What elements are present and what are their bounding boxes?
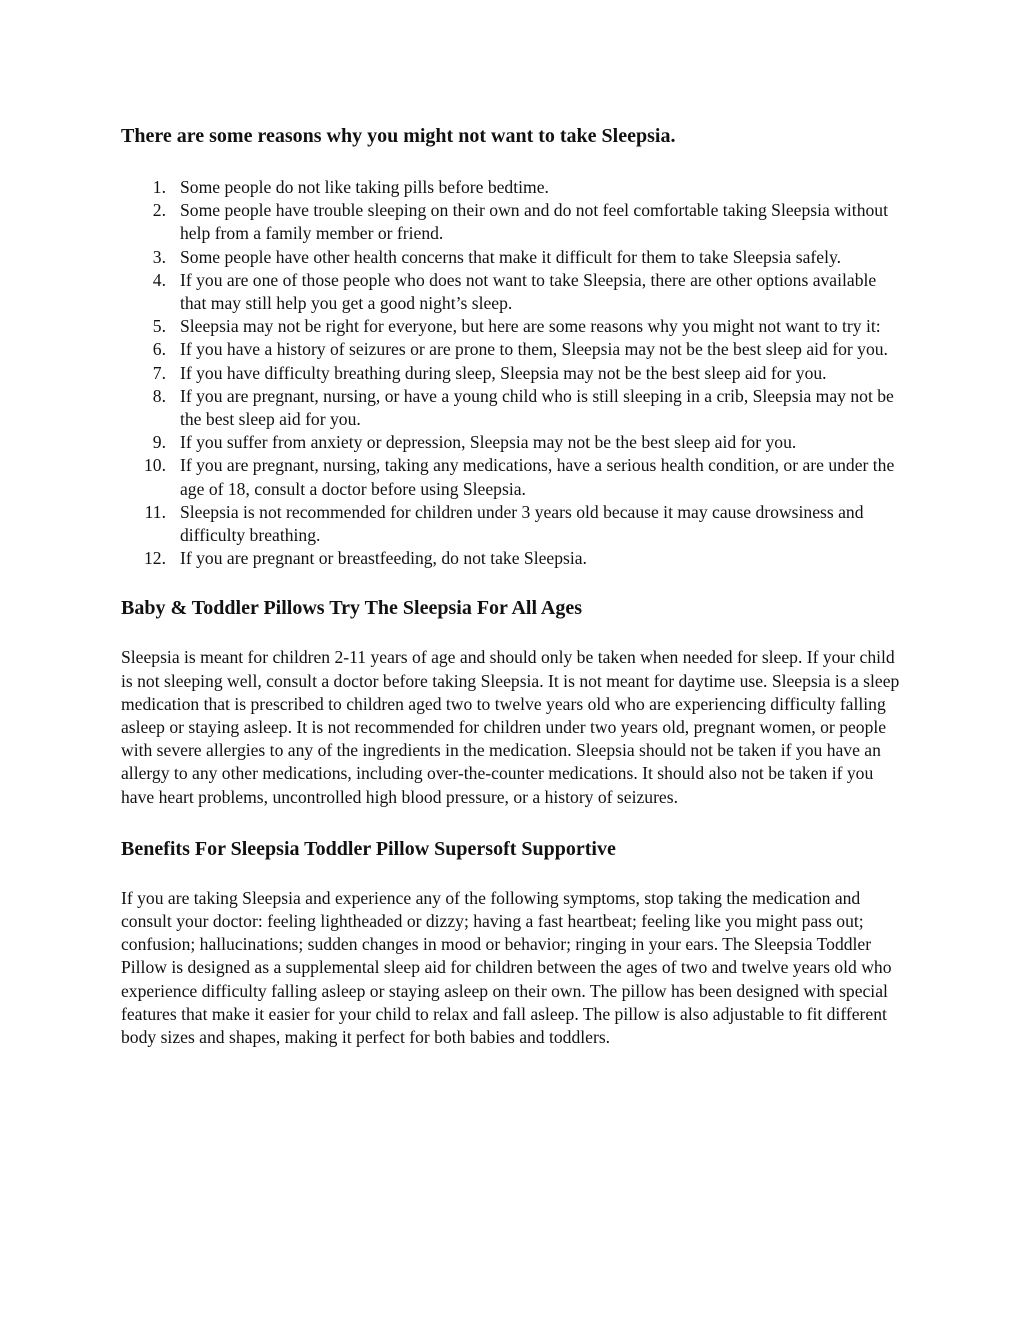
list-item-number: 3. <box>152 246 166 267</box>
list-item-number: 8. <box>152 385 166 406</box>
list-item-number: 7. <box>152 362 166 383</box>
list-item-text: Some people have other health concerns that make it difficult for them to take Sleepsia safely. <box>180 246 842 267</box>
list-item-text: Some people have trouble sleeping on their own and do not feel comfortable taking Sleepsia without help from a family member or friend. <box>180 200 888 244</box>
list-item-text: If you suffer from anxiety or depression, Sleepsia may not be the best sleep aid for you. <box>180 432 797 453</box>
section-heading-reasons: There are some reasons why you might not want to take Sleepsia. <box>121 125 676 147</box>
list-item-number: 1. <box>152 177 166 197</box>
list-item-text: If you are pregnant or breastfeeding, do not take Sleepsia. <box>180 548 587 569</box>
section-heading-benefits: Benefits For Sleepsia Toddler Pillow Supersoft Supportive <box>121 837 616 860</box>
list-item-number: 4. <box>152 269 166 290</box>
list-item <box>121 454 906 500</box>
list-item-number: 12. <box>144 548 166 569</box>
list-item <box>121 338 906 361</box>
list-item-text: If you are pregnant, nursing, or have a young child who is still sleeping in a crib, Sleepsia may not be the best sleep aid for you. <box>180 385 894 430</box>
reasons-list <box>121 176 906 570</box>
paragraph-benefits: If you are taking Sleepsia and experience any of the following symptoms, stop taking the medication and consult your doctor: feeling lightheaded or dizzy; having a fast heartbeat; feeling like you might pass out; confusion; hallucinations; sudden changes in mood or behavior; ringing in your ears. The Sleepsia Toddler Pillow is designed as a supplemental sleep aid for children between the ages of two and twelve years old who experience difficulty falling asleep or staying asleep on their own. The pillow has been designed with special features that make it easier for your child to relax and fall asleep. The pillow is also adjustable to fit different body sizes and shapes, making it perfect for both babies and toddlers. <box>121 887 892 1048</box>
list-item-text: If you have difficulty breathing during sleep, Sleepsia may not be the best sleep aid for you. <box>180 362 827 383</box>
list-item-number: 11. <box>144 501 166 522</box>
list-item-number: 9. <box>152 432 166 453</box>
list-item <box>121 269 906 315</box>
list-item <box>121 199 906 245</box>
list-item <box>121 362 906 385</box>
list-item-text: Sleepsia is not recommended for children under 3 years old because it may cause drowsiness and difficulty breathing. <box>180 501 864 546</box>
list-item-number: 5. <box>152 316 166 337</box>
list-item-number: 6. <box>152 339 166 360</box>
list-item <box>121 315 906 338</box>
list-item <box>121 246 906 269</box>
list-item <box>121 547 906 570</box>
list-item-text: If you have a history of seizures or are prone to them, Sleepsia may not be the best sleep aid for you. <box>180 339 888 360</box>
list-item <box>121 431 906 454</box>
list-item-text: If you are pregnant, nursing, taking any medications, have a serious health condition, or are under the age of 18, consult a doctor before using Sleepsia. <box>180 455 895 499</box>
list-item <box>121 501 906 547</box>
list-item <box>121 385 906 431</box>
paragraph-pillows: Sleepsia is meant for children 2-11 years of age and should only be taken when needed for sleep. If your child is not sleeping well, consult a doctor before taking Sleepsia. It is not meant for daytime use. Sleepsia is a sleep medication that is prescribed to children aged two to twelve years old who are experiencing difficulty falling asleep or staying asleep. It is not recommended for children under two years old, pregnant women, or people with severe allergies to any of the ingredients in the medication. Sleepsia should not be taken if you have an allergy to any other medications, including over-the-counter medications. It should also not be taken if you have heart problems, uncontrolled high blood pressure, or a history of seizures. <box>121 647 900 807</box>
list-item <box>121 176 906 199</box>
list-item-number: 2. <box>152 200 166 221</box>
list-item-text: Sleepsia may not be right for everyone, but here are some reasons why you might not want to try it: <box>180 316 881 337</box>
section-heading-pillows: Baby & Toddler Pillows Try The Sleepsia For All Ages <box>121 597 583 620</box>
list-item-text: If you are one of those people who does not want to take Sleepsia, there are other options available that may still help you get a good night’s sleep. <box>180 269 877 314</box>
list-item-number: 10. <box>144 455 166 476</box>
list-item-text: Some people do not like taking pills before bedtime. <box>180 177 549 197</box>
document-page <box>121 118 906 1049</box>
